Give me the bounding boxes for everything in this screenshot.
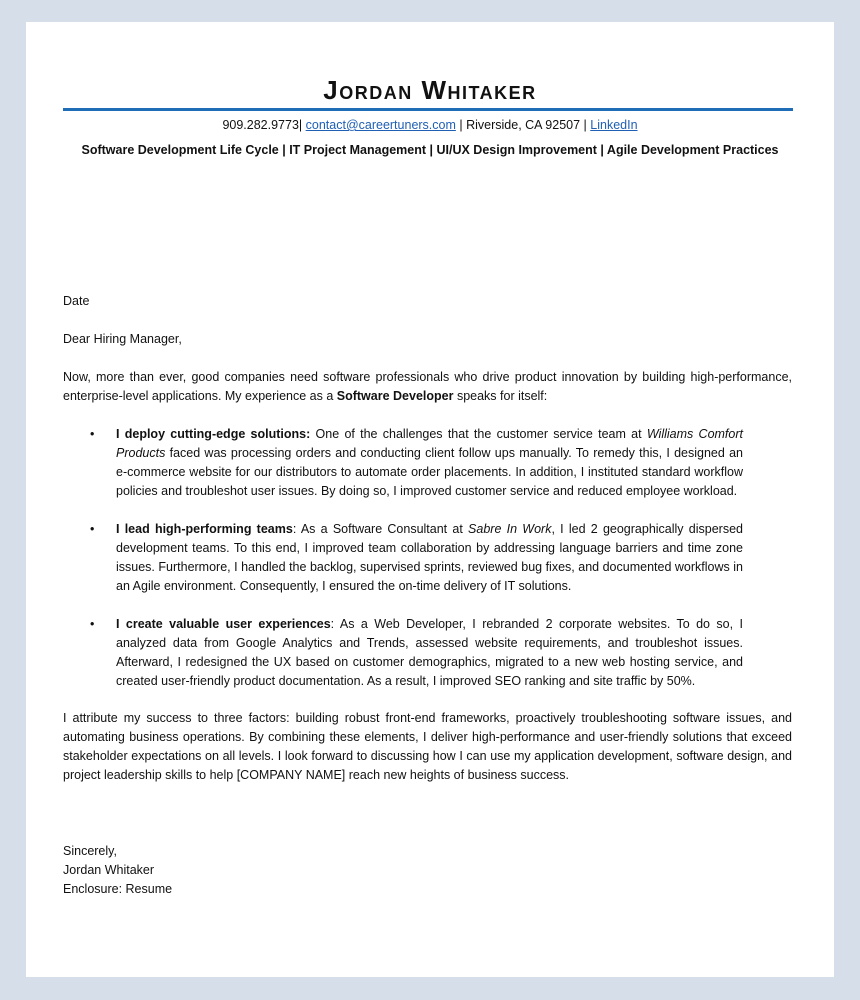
location: | Riverside, CA 92507 | (459, 118, 587, 132)
company-name: Sabre In Work (468, 522, 552, 536)
list-item (63, 615, 743, 691)
intro-bold: Software Developer (336, 389, 454, 403)
intro-text-end: speaks for itself: (453, 389, 548, 403)
contact-line (26, 118, 834, 132)
phone-number: 909.282.9773| (222, 118, 303, 132)
list-item (63, 520, 743, 596)
bullet-icon: • (90, 617, 95, 631)
email-link[interactable]: contact@careertuners.com (305, 118, 456, 132)
list-item (63, 425, 743, 501)
bullet-text: , I led 2 geographically dispersed development teams. To this end, I improved team collaboration by addressing language barriers and time zone issues. Furthermore, I handled the backlog, supervised sprints, reviewed bug fixes, and documented workflows in an Agile environment. Consequently, I ensured the on-time delivery of IT solutions. (116, 522, 743, 593)
document-page (26, 22, 834, 977)
closing-paragraph: I attribute my success to three factors: building robust front-end frameworks, proactively troubleshooting software issues, and automating business operations. By combining these elements, I deliver high-performance and user-friendly solutions that exceed stakeholder expectations on all levels. I look forward to discussing how I can use my application development, software design, and project leadership skills to help [COMPANY NAME] reach new heights of business success. (63, 711, 792, 782)
skills-line: Software Development Life Cycle | IT Project Management | UI/UX Design Improvement | Agile Development Practices (81, 143, 779, 157)
signature-name: Jordan Whitaker (63, 863, 155, 877)
intro-text: Now, more than ever, good companies need software professionals who drive product innovation by building high-performance, enterprise-level applications. My experience as a (63, 370, 792, 403)
intro-paragraph (63, 368, 792, 406)
bullet-lead: I deploy cutting-edge solutions: (116, 427, 311, 441)
date-line: Date (63, 294, 90, 308)
candidate-name: Jordan Whitaker (323, 75, 537, 105)
bullet-text: : As a Software Consultant at (292, 522, 469, 536)
bullet-text: : As a Web Developer, I rebranded 2 corporate websites. To do so, I analyzed data from Google Analytics and Trends, assessed website requirements, and troubleshot issues. Afterward, I redesigned the UX based on customer demographics, migrated to a new web hosting service, and created user-friendly product documentation. As a result, I improved SEO ranking and site traffic by 50%. (116, 617, 743, 688)
company-name: Williams Comfort Products (116, 427, 743, 460)
bullet-lead: I lead high-performing teams (116, 522, 293, 536)
achievement-list (63, 425, 743, 710)
bullet-icon: • (90, 427, 95, 441)
signoff: Sincerely, (63, 844, 117, 858)
linkedin-link[interactable]: LinkedIn (590, 118, 638, 132)
enclosure-note: Enclosure: Resume (63, 882, 173, 896)
bullet-text: faced was processing orders and conducting client follow ups manually. To remedy this, I designed an e-commerce website for our distributors to automate order placements. In addition, I instituted standard workflow policies and troubleshot user issues. By doing so, I improved customer service and reduced employee workload. (116, 446, 743, 498)
bullet-lead: I create valuable user experiences (116, 617, 331, 631)
header-rule (63, 108, 793, 111)
bullet-text: One of the challenges that the customer service team at (310, 427, 647, 441)
greeting: Dear Hiring Manager, (63, 332, 182, 346)
signoff-block (63, 842, 792, 899)
bullet-icon: • (90, 522, 95, 536)
